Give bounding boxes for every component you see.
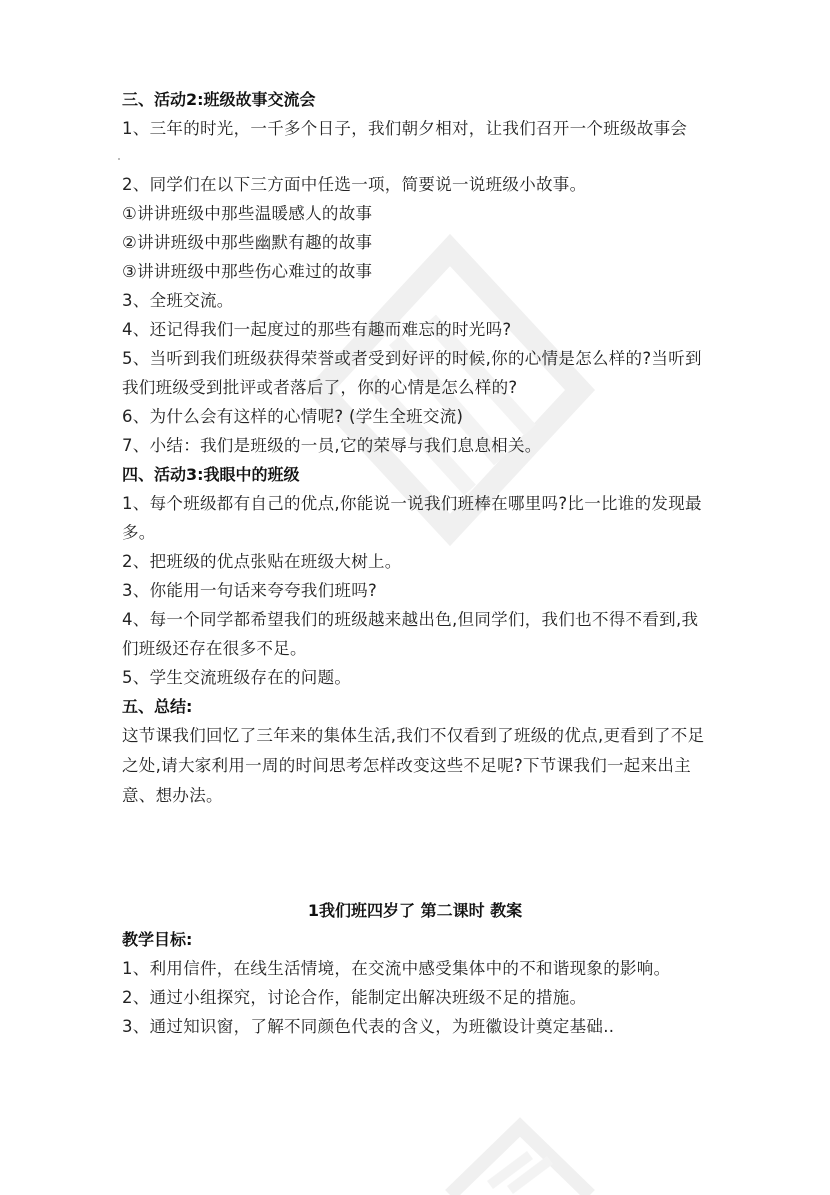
- section4-item-3: 3、你能用一句话来夸夸我们班吗?: [122, 581, 378, 600]
- goal-item-2: 2、通过小组探究，讨论合作，能制定出解决班级不足的措施。: [122, 988, 587, 1007]
- section4-item-1: 1、每个班级都有自己的优点,你能说一说我们班棒在哪里吗?比一比谁的发现最多。: [122, 494, 702, 542]
- section3-item-3: 3、全班交流。: [122, 291, 234, 310]
- section3-item-6: 6、为什么会有这样的心情呢? (学生全班交流): [122, 407, 464, 426]
- goal-item-1: 1、利用信件，在线生活情境，在交流中感受集体中的不和谐现象的影响。: [122, 959, 671, 978]
- section3-option-3: ③讲讲班级中那些伤心难过的故事: [122, 262, 373, 281]
- section4-item-4: 4、每一个同学都希望我们的班级越来越出色,但同学们，我们也不得不看到,我们班级还存在很多不足。: [122, 610, 699, 658]
- section3-option-2: ②讲讲班级中那些幽默有趣的故事: [122, 233, 373, 252]
- section3-item-5: 5、当听到我们班级获得荣誉或者受到好评的时候,你的心情是怎么样的?当听到我们班级受到批评或者落后了，你的心情是怎么样的?: [122, 349, 702, 397]
- section4-item-5: 5、学生交流班级存在的问题。: [122, 668, 352, 687]
- section3-item-4: 4、还记得我们一起度过的那些有趣而难忘的时光吗?: [122, 320, 512, 339]
- section4-item-2: 2、把班级的优点张贴在班级大树上。: [122, 552, 402, 571]
- stray-dot: [118, 158, 120, 160]
- summary-paragraph: 这节课我们回忆了三年来的集体生活,我们不仅看到了班级的优点,更看到了不足之处,请大家利用一周的时间思考怎样改变这些不足呢?下节课我们一起来出主意、想办法。: [122, 726, 705, 805]
- watermark-logo-icon-bottom: [420, 1115, 620, 1195]
- lesson-title: 1我们班四岁了 第二课时 教案: [307, 901, 523, 920]
- goal-item-3: 3、通过知识窗，了解不同颜色代表的含义，为班徽设计奠定基础..: [122, 1017, 615, 1036]
- teaching-goals-heading: 教学目标:: [122, 930, 193, 949]
- section-heading-summary: 五、总结:: [122, 697, 193, 716]
- section3-item-2: 2、同学们在以下三方面中任选一项，简要说一说班级小故事。: [122, 175, 587, 194]
- section-heading-activity3: 四、活动3:我眼中的班级: [122, 465, 300, 484]
- section3-item-1: 1、三年的时光，一千多个日子，我们朝夕相对，让我们召开一个班级故事会: [122, 119, 688, 138]
- section3-option-1: ①讲讲班级中那些温暖感人的故事: [122, 204, 373, 223]
- section-heading-activity2: 三、活动2:班级故事交流会: [122, 90, 316, 109]
- section3-item-7: 7、小结：我们是班级的一员,它的荣辱与我们息息相关。: [122, 436, 542, 455]
